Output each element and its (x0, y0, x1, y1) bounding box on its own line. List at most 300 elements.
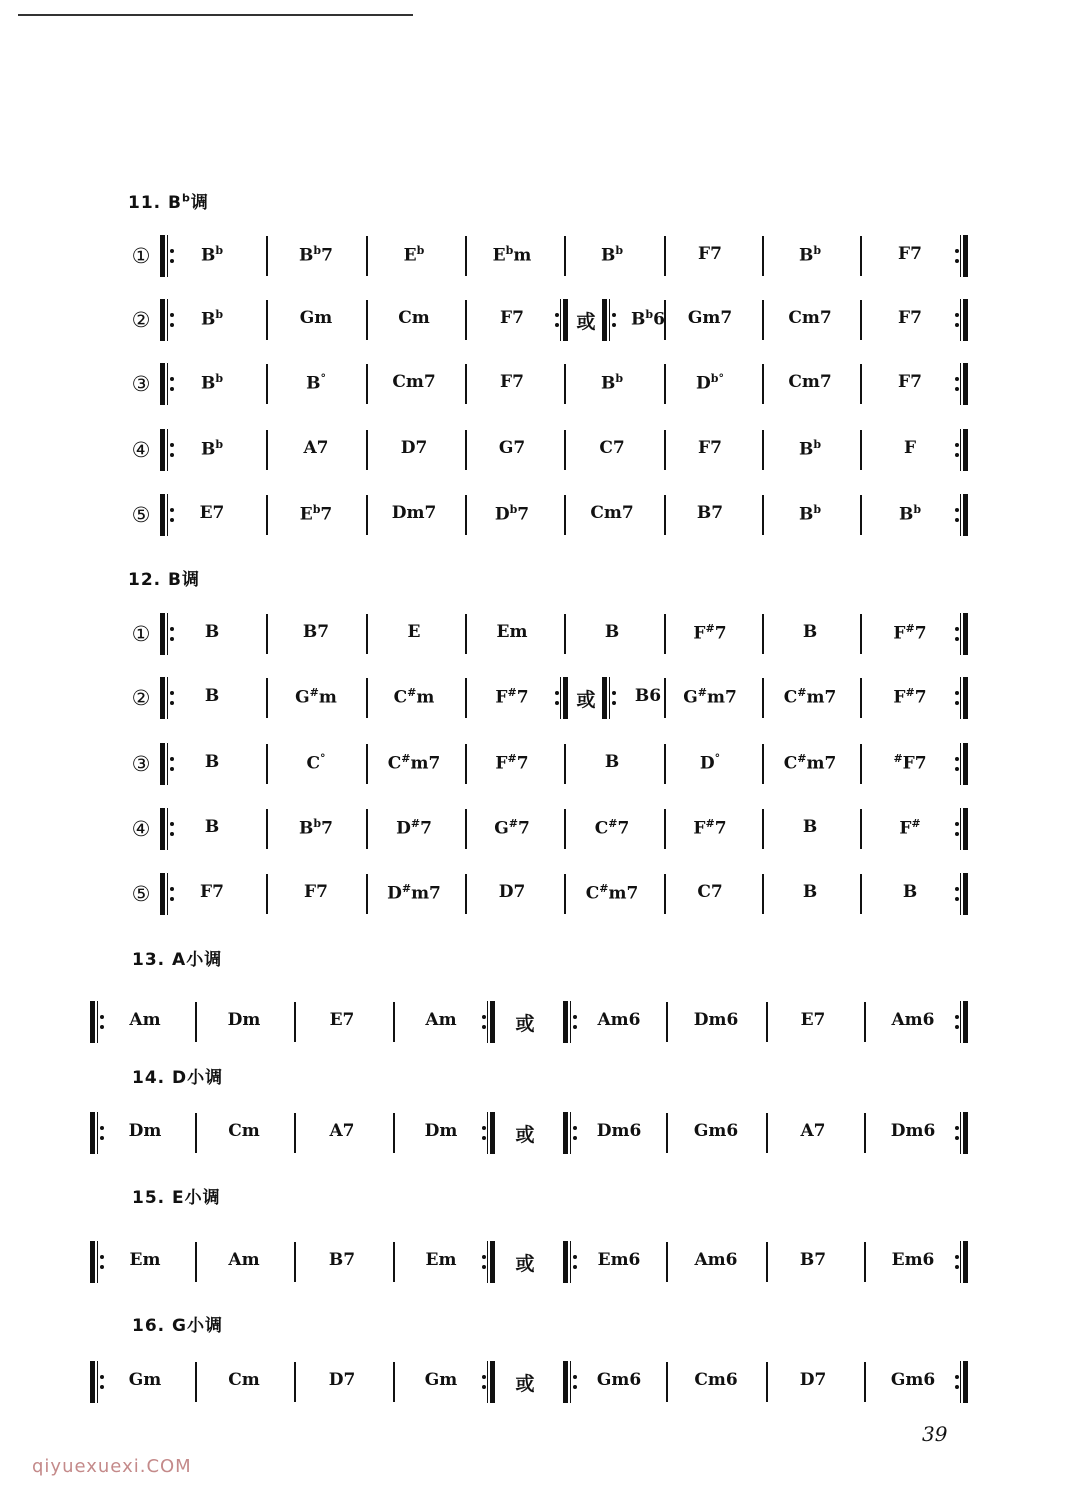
chord-quality: 7 (321, 245, 333, 266)
repeat-dot (482, 1025, 486, 1029)
chord-symbol (276, 752, 356, 774)
repeat-dot (100, 1255, 104, 1259)
chord-symbol (572, 503, 652, 523)
chord-root: Gm (128, 1370, 162, 1390)
chord-root: B7 (799, 1250, 827, 1270)
repeat-end (480, 1112, 496, 1154)
chord-root: Dm (424, 1121, 458, 1141)
chord-root: Em6 (597, 1250, 641, 1270)
chord-symbol (773, 1121, 853, 1141)
chord-root: B (604, 752, 620, 772)
bar-line (564, 364, 566, 404)
repeat-dot (955, 443, 959, 447)
chord-root: C (585, 883, 600, 904)
bar-line (266, 809, 268, 849)
chord-symbol (302, 1370, 382, 1390)
bar-line (294, 1242, 296, 1282)
chord-quality: m7 (608, 883, 639, 904)
chord-symbol (676, 1121, 756, 1141)
chord-symbol (401, 1250, 481, 1270)
chord-symbol (276, 308, 356, 328)
repeat-thick-bar (160, 363, 165, 405)
chord-root: B (200, 439, 216, 460)
repeat-thick-bar (563, 677, 568, 719)
chord-accidental: # (911, 817, 921, 830)
repeat-dot (100, 1375, 104, 1379)
chord-symbol (773, 1250, 853, 1270)
bar-line (762, 809, 764, 849)
bar-line (864, 1362, 866, 1402)
chord-symbol (572, 752, 652, 772)
repeat-end (953, 235, 969, 277)
chord-symbol (873, 1010, 953, 1030)
chord-symbol (172, 372, 252, 394)
chord-symbol (770, 438, 850, 460)
chord-root: E7 (800, 1010, 826, 1030)
repeat-dot (482, 1015, 486, 1019)
bar-line (266, 874, 268, 914)
chord-accidental: # (797, 752, 807, 765)
repeat-dot (955, 822, 959, 826)
repeat-thick-bar (563, 299, 568, 341)
chord-symbol (374, 622, 454, 642)
chord-quality: m7 (706, 687, 737, 708)
chord-symbol (302, 1250, 382, 1270)
chord-accidental: b (509, 503, 518, 516)
chord-symbol (172, 308, 252, 330)
bar-line (860, 874, 862, 914)
chord-accidental: b (416, 244, 425, 257)
chord-root: B7 (302, 622, 330, 642)
chord-quality: 7 (714, 818, 727, 839)
chord-root: B (798, 504, 814, 525)
repeat-thick-bar (490, 1112, 495, 1154)
chord-symbol (374, 503, 454, 523)
repeat-dot (955, 1126, 959, 1130)
repeat-thin-bar (167, 873, 168, 915)
chord-accidental: # (697, 686, 707, 699)
repeat-end (953, 808, 969, 850)
repeat-thin-bar (167, 808, 168, 850)
chord-accidental: b (913, 503, 922, 516)
key-suffix: 调 (182, 570, 201, 590)
repeat-thin-bar (97, 1361, 98, 1403)
bar-line (195, 1242, 197, 1282)
repeat-thin-bar (960, 743, 961, 785)
repeat-dot (555, 701, 559, 705)
chord-symbol (770, 686, 850, 708)
repeat-end (953, 873, 969, 915)
repeat-thick-bar (963, 1361, 968, 1403)
chord-root: Cm7 (590, 503, 634, 523)
chord-symbol (676, 1010, 756, 1030)
chord-root: Cm (398, 308, 430, 328)
chord-symbol (105, 1370, 185, 1390)
repeat-thick-bar (160, 299, 165, 341)
chord-root: D (387, 883, 402, 904)
chord-root: B7 (328, 1250, 356, 1270)
bar-line (366, 874, 368, 914)
chord-symbol (670, 752, 750, 774)
chord-root: Cm7 (392, 372, 436, 392)
bar-line (266, 614, 268, 654)
chord-root: Em (425, 1250, 457, 1270)
chord-root: D7 (799, 1370, 827, 1390)
bar-line (564, 874, 566, 914)
bar-line (766, 1113, 768, 1153)
repeat-dot (100, 1265, 104, 1269)
repeat-end (953, 677, 969, 719)
bar-line (266, 495, 268, 535)
repeat-dot (955, 897, 959, 901)
repeat-end (953, 1361, 969, 1403)
chord-quality: m7 (411, 883, 441, 904)
alternative-or: 或 (515, 1013, 535, 1035)
chord-accidental: # (410, 817, 421, 830)
repeat-dot (573, 1385, 577, 1389)
key-root: B (168, 193, 183, 213)
alternative-or: 或 (515, 1124, 535, 1146)
bar-line (666, 1002, 668, 1042)
chord-symbol (472, 686, 552, 708)
chord-root: Em (129, 1250, 161, 1270)
bar-line (366, 809, 368, 849)
bar-line (465, 874, 467, 914)
bar-line (664, 430, 666, 470)
chord-accidental: ° (714, 752, 721, 765)
bar-line (860, 495, 862, 535)
repeat-dot (573, 1265, 577, 1269)
repeat-thick-bar (160, 743, 165, 785)
chord-symbol (870, 752, 950, 774)
repeat-thin-bar (960, 494, 961, 536)
chord-root: D (696, 373, 711, 394)
bar-line (766, 1242, 768, 1282)
chord-root: B (204, 686, 220, 706)
bar-line (465, 430, 467, 470)
chord-quality: 7 (321, 818, 333, 839)
repeat-thin-bar (487, 1112, 488, 1154)
chord-root: B (204, 752, 220, 772)
bar-line (465, 495, 467, 535)
chord-root: D7 (328, 1370, 356, 1390)
row-marker: ② (131, 308, 151, 332)
bar-line (762, 614, 764, 654)
chord-symbol (374, 372, 454, 392)
chord-root: C (393, 687, 408, 708)
repeat-end (953, 363, 969, 405)
repeat-dot (955, 1265, 959, 1269)
bar-line (860, 300, 862, 340)
alternative-or: 或 (576, 689, 596, 711)
chord-symbol (472, 244, 552, 266)
repeat-thick-bar (963, 743, 968, 785)
bar-line (393, 1242, 395, 1282)
chord-root: Dm7 (391, 503, 437, 523)
bar-line (366, 430, 368, 470)
chord-root: Cm (228, 1121, 260, 1141)
repeat-thin-bar (960, 363, 961, 405)
bar-line (465, 364, 467, 404)
bar-line (465, 300, 467, 340)
chord-symbol (870, 817, 950, 839)
chord-symbol (870, 244, 950, 264)
repeat-thin-bar (167, 613, 168, 655)
bar-line (195, 1002, 197, 1042)
chord-accidental: # (507, 686, 517, 699)
repeat-end (480, 1241, 496, 1283)
chord-symbol (870, 372, 950, 392)
chord-symbol (670, 308, 750, 328)
chord-root: B (204, 622, 220, 642)
section-heading (128, 188, 209, 213)
repeat-thick-bar (602, 677, 607, 719)
repeat-dot (955, 377, 959, 381)
repeat-dot (955, 627, 959, 631)
section-heading (128, 565, 200, 590)
site-watermark: qiyuexuexi.COM (32, 1456, 192, 1477)
bar-line (762, 744, 764, 784)
repeat-thin-bar (960, 299, 961, 341)
key-suffix: 小调 (184, 1188, 221, 1208)
chord-root: B6 (634, 686, 662, 706)
chord-quality: 7 (516, 687, 529, 708)
chord-symbol (172, 438, 252, 460)
chord-root: Gm7 (687, 308, 733, 328)
bar-line (393, 1002, 395, 1042)
chord-symbol (572, 817, 652, 839)
chord-root: F7 (698, 244, 722, 264)
chord-symbol (873, 1250, 953, 1270)
repeat-thin-bar (960, 677, 961, 719)
repeat-thin-bar (560, 299, 561, 341)
bar-line (195, 1362, 197, 1402)
bar-line (864, 1113, 866, 1153)
repeat-start (563, 1241, 579, 1283)
repeat-thin-bar (960, 1001, 961, 1043)
row-marker: ③ (131, 372, 151, 396)
chord-root: F7 (898, 308, 922, 328)
repeat-thin-bar (167, 743, 168, 785)
section-number: 13. (132, 950, 173, 970)
repeat-end (953, 613, 969, 655)
chord-symbol (172, 622, 252, 642)
repeat-dot (955, 313, 959, 317)
chord-symbol (105, 1250, 185, 1270)
bar-line (564, 614, 566, 654)
bar-line (762, 236, 764, 276)
bar-line (564, 430, 566, 470)
key-suffix: 小调 (187, 1068, 224, 1088)
chord-accidental: # (401, 882, 412, 895)
bar-line (366, 614, 368, 654)
repeat-dot (555, 323, 559, 327)
bar-line (664, 744, 666, 784)
repeat-dot (955, 832, 959, 836)
chord-symbol (472, 622, 552, 642)
section-heading (132, 1063, 223, 1088)
chord-root: C7 (697, 882, 723, 902)
chord-symbol (870, 308, 950, 328)
chord-accidental: ° (320, 372, 326, 385)
chord-symbol (172, 752, 252, 772)
repeat-thin-bar (570, 1001, 571, 1043)
repeat-thick-bar (90, 1112, 95, 1154)
chord-accidental: b (313, 817, 322, 830)
repeat-start (563, 1361, 579, 1403)
chord-symbol (276, 686, 356, 708)
repeat-end (480, 1001, 496, 1043)
alternative-or: 或 (515, 1373, 535, 1395)
repeat-thick-bar (90, 1241, 95, 1283)
chord-symbol (302, 1010, 382, 1030)
bar-line (465, 744, 467, 784)
bar-line (465, 236, 467, 276)
chord-accidental: # (905, 622, 915, 635)
repeat-thick-bar (563, 1112, 568, 1154)
chord-root: E (403, 245, 417, 266)
repeat-thin-bar (487, 1361, 488, 1403)
repeat-thick-bar (963, 494, 968, 536)
chord-symbol (374, 752, 454, 774)
section-number: 16. (132, 1316, 173, 1336)
chord-root: B (204, 817, 220, 837)
repeat-thick-bar (963, 1001, 968, 1043)
section-number: 15. (132, 1188, 173, 1208)
chord-root: Cm6 (694, 1370, 738, 1390)
chord-root: B (200, 373, 216, 394)
bar-line (195, 1113, 197, 1153)
chord-accidental: b (813, 244, 822, 257)
repeat-dot (100, 1136, 104, 1140)
repeat-dot (955, 387, 959, 391)
chord-symbol (374, 308, 454, 328)
chord-root: F7 (898, 372, 922, 392)
chord-symbol (676, 1250, 756, 1270)
repeat-thick-bar (490, 1001, 495, 1043)
bar-line (266, 678, 268, 718)
chord-accidental: b (215, 244, 224, 257)
key-suffix: 小调 (187, 1316, 224, 1336)
chord-root: B (200, 309, 216, 330)
chord-root: B (898, 504, 914, 525)
chord-root: B (600, 245, 616, 266)
repeat-dot (573, 1375, 577, 1379)
repeat-thick-bar (160, 494, 165, 536)
chord-accidental: b (505, 244, 514, 257)
chord-root: D7 (400, 438, 428, 458)
chord-quality: m (318, 687, 337, 708)
bar-line (266, 364, 268, 404)
chord-root: B (299, 245, 314, 266)
row-marker: ① (131, 244, 151, 268)
chord-symbol (770, 503, 850, 525)
chord-symbol (572, 882, 652, 904)
repeat-thick-bar (563, 1001, 568, 1043)
repeat-thick-bar (963, 677, 968, 719)
repeat-dot (955, 767, 959, 771)
repeat-thick-bar (563, 1361, 568, 1403)
bar-line (393, 1362, 395, 1402)
repeat-dot (555, 313, 559, 317)
chord-accidental: b (615, 372, 624, 385)
bar-line (664, 364, 666, 404)
repeat-thin-bar (560, 677, 561, 719)
chord-accidental: # (309, 686, 319, 699)
repeat-thin-bar (167, 363, 168, 405)
bar-line (564, 236, 566, 276)
repeat-dot (482, 1385, 486, 1389)
chord-symbol (472, 752, 552, 774)
chord-accidental: b (215, 372, 224, 385)
chord-root: Gm (424, 1370, 458, 1390)
chord-root: F7 (304, 882, 328, 902)
repeat-dot (955, 637, 959, 641)
chord-root: B (798, 245, 814, 266)
chord-accidental: b (813, 438, 822, 451)
alternative-or: 或 (515, 1253, 535, 1275)
chord-symbol (302, 1121, 382, 1141)
chord-root: G (494, 818, 509, 839)
repeat-dot (482, 1136, 486, 1140)
chord-root: Am (129, 1010, 161, 1030)
chord-symbol (374, 882, 454, 904)
chord-symbol (172, 882, 252, 902)
repeat-thick-bar (963, 1112, 968, 1154)
bar-line (294, 1113, 296, 1153)
chord-root: G (295, 687, 310, 708)
repeat-thick-bar (160, 677, 165, 719)
bar-line (294, 1362, 296, 1402)
chord-root: C (783, 753, 798, 774)
key-suffix: 小调 (186, 950, 223, 970)
chord-root: B (631, 309, 646, 330)
chord-symbol (105, 1010, 185, 1030)
chord-quality: 7 (516, 753, 529, 774)
chord-symbol (472, 882, 552, 902)
chord-root: F7 (500, 372, 524, 392)
chord-symbol (204, 1121, 284, 1141)
chord-root: C (306, 753, 321, 774)
bar-line (860, 430, 862, 470)
repeat-dot (955, 323, 959, 327)
bar-line (762, 300, 764, 340)
chord-symbol (276, 244, 356, 266)
chord-symbol (105, 1121, 185, 1141)
repeat-end (953, 299, 969, 341)
bar-line (864, 1242, 866, 1282)
chord-root: Em (496, 622, 528, 642)
chord-root: C (387, 753, 402, 774)
chord-root: E (407, 622, 421, 642)
chord-symbol (676, 1370, 756, 1390)
chord-symbol (401, 1121, 481, 1141)
repeat-thin-bar (960, 1241, 961, 1283)
chord-root: F (893, 623, 906, 644)
bar-line (294, 1002, 296, 1042)
bar-line (266, 744, 268, 784)
row-marker: ① (131, 622, 151, 646)
repeat-dot (482, 1265, 486, 1269)
chord-accidental: b (312, 503, 321, 516)
repeat-dot (573, 1255, 577, 1259)
repeat-thin-bar (97, 1001, 98, 1043)
chord-quality: 7 (320, 504, 333, 525)
chord-root: Am (228, 1250, 260, 1270)
bar-line (762, 364, 764, 404)
bar-line (860, 364, 862, 404)
repeat-thick-bar (602, 299, 607, 341)
